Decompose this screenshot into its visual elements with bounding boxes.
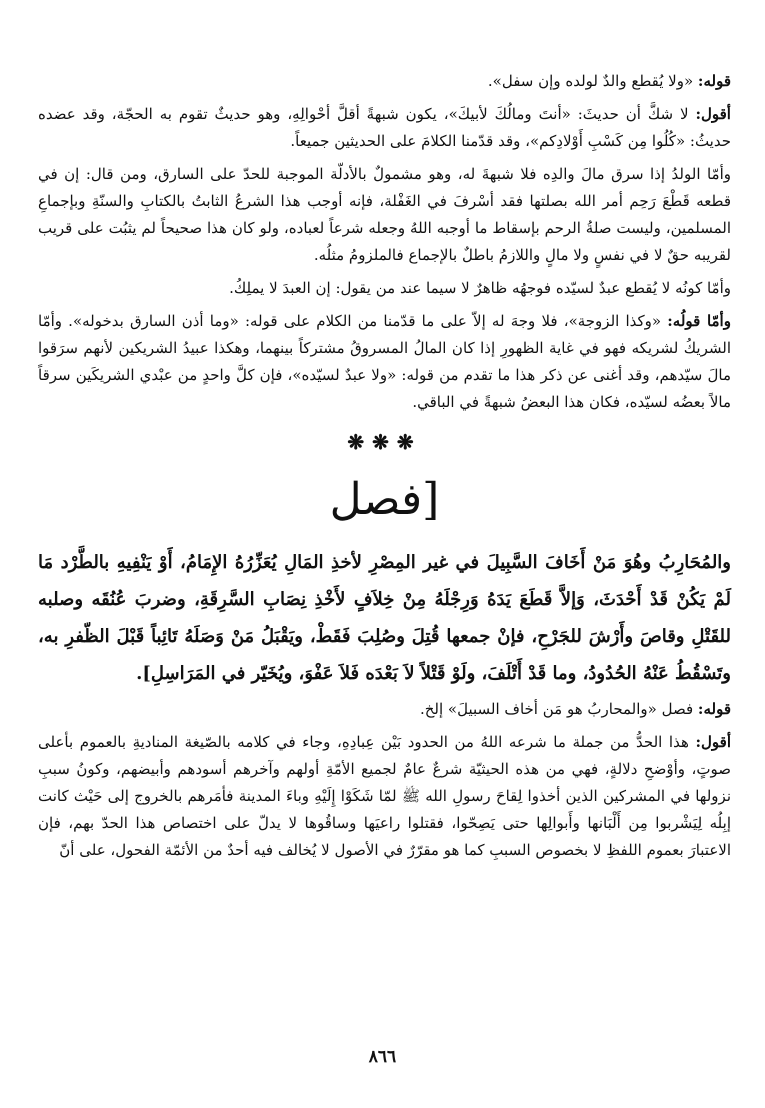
paragraph-text: لا شكَّ أن حديثَ: «أنتَ ومالُكَ لأبيكَ»، يكون شبهةً أقلَّ أحْوالِهِ، وهو حديثٌ تقوم به الحجّة، وقد عضده حديثُ: «كُلُوا مِن كَسْبِ أَوْلادِكم»، وقد قدّمنا الكلامَ على الحديثين جميعاً. <box>38 105 731 150</box>
paragraph-lead: أقول: <box>695 733 731 751</box>
paragraph-text: هذا الحدُّ من جملة ما شرعه اللهُ من الحدود بَيْن عِبادِهِ، وجاء في كلامه بالصّيغة المناديةِ بالعموم بأعلى صوتٍ، وأوْضحِ دلالةٍ، فهي من هذه الحيثيّة شرعٌ عامٌ لجميع الأمّةِ أولهم وآخرهم أسودهم وأبيضهم، وكونُ سببِ نزولها في المشركين الذين أخذوا لِقاحَ رسولِ الله ﷺ لمّا شَكَوْا إِلَيْهِ وباءَ المدينة فأمَرهم بالخروج إلى حَيْث كانت إبِلُه لِيَشْربوا مِن أَلْبَانها وأَبوالِها حتى يَصِحّوا، فقتلوا راعيَها وساقُوها لا يدلّ على اختصاص هذا الحدّ بهم، فإن الاعتبارَ بعموم اللفظِ لا بخصوص السببِ كما هو مقرّرٌ في الأصول لا يُخالف فيه أحدٌ من الأئمّة الفحول، على أنّ <box>38 733 731 859</box>
paragraph-lead: قوله: <box>697 700 731 718</box>
matn-text: والمُحَارِبُ وهُوَ مَنْ أَخَافَ السَّبِيلَ في غير المِصْرِ لأخذِ المَالِ يُعَزِّرُهُ الإِمَامُ، أَوْ يَنْفِيهِ بالطَّرْد مَا لَمْ يَكُنْ قَدْ أَحْدَثَ، وَإلاَّ قَطَعَ يَدَهُ وَرِجْلَهُ مِنْ خِلاَفٍ لأَخْذِ نِصَابِ السَّرِقَةِ، وضربَ عُنُقَه وصلبه للقَتْلِ وقاصَ وأَرْشَ للجَرْحِ، فإنْ جمعها قُتِلَ وصُلِبَ فَقَطْ، ويَقْبَلُ مَنْ وَصَلَهُ تَائِباً قَبْلَ الظّفرِ به، وتَسْقُطُ عَنْهُ الحُدُودُ، وما قَدْ أَتْلَفَ، ولَوْ قَتْلاً لاَ بَعْدَه فَلاَ عَفْوَ، ويُخَيّر في المَرَاسِلِ]. <box>38 552 732 684</box>
page-body <box>38 68 731 864</box>
paragraph-lead: وأمّا قولُه: <box>667 312 731 330</box>
paragraph-lead: قوله: <box>697 72 731 90</box>
paragraph-text: وأمّا الولدُ إذا سرق مالَ والدِه فلا شبهةَ له، وهو مشمولٌ بالأدلّة الموجبة للحدّ على السارق، ومن قال: إن في قطعه قَطْعَ رَحِم أمر الله بصلتها فقد أسْرفَ في الغَفْلة، فإنه أوجب هذا الشرعُ الثابتُ بالكتابِ والسنّةِ وبإجماعِ المسلمين، وليست صلةُ الرحم بإسقاط ما أوجبه اللهُ وجعله شرعاً لعباده، ولو كان هذا صحيحاً لم يثبُت على قريب لقريبه حقٌ لا في نفسٍ ولا مالٍ واللازمُ باطلٌ بالإجماع فالملزومُ مثلُه. <box>38 165 731 264</box>
paragraph-6 <box>38 696 731 723</box>
paragraph-text: فصل «والمحاربُ هو مَن أخاف السبيلَ» إلخ. <box>419 700 694 718</box>
paragraph-text: «ولا يُقطع والدٌ لولده وإن سفل». <box>487 72 694 90</box>
paragraph-3 <box>38 161 731 269</box>
fasl-heading: [فصل <box>329 474 440 525</box>
paragraph-7 <box>38 729 731 864</box>
paragraph-4 <box>38 275 731 302</box>
paragraph-text: وأمّا كونُه لا يُقطع عبدٌ لسيّده فوجهُه ظاهرٌ لا سيما عند من يقول: إن العبدَ لا يملِكُ. <box>229 279 731 297</box>
section-divider: ❋❋❋ <box>347 430 422 454</box>
paragraph-lead: أقول: <box>695 105 731 123</box>
paragraph-text: «وكذا الزوجة»، فلا وجهَ له إلاّ على ما قدّمنا من الكلام على قوله: «وما أذن السارق بدخوله». وأمّا الشريكُ لشريكه فهو في غاية الظهورِ إذا كان المالُ المسروقُ مشتركاً بينهما، وهكذا عبيدُ الشريكين لأنهم سرَقوا مالَ سيّدهم، وقد أغنى عن ذكر هذا ما تقدم من قوله: «ولا عبدٌ لسيّده»، فإن كلَّ واحدٍ من عبْدي الشريكَين سرقاً مالاً بعضُه لسيّده، فكان هذا البعضُ شبهةً في الباقي. <box>38 312 731 411</box>
paragraph-1 <box>38 68 731 95</box>
paragraph-5 <box>38 308 731 416</box>
page-number: ٨٦٦ <box>368 1047 397 1067</box>
paragraph-2 <box>38 101 731 155</box>
